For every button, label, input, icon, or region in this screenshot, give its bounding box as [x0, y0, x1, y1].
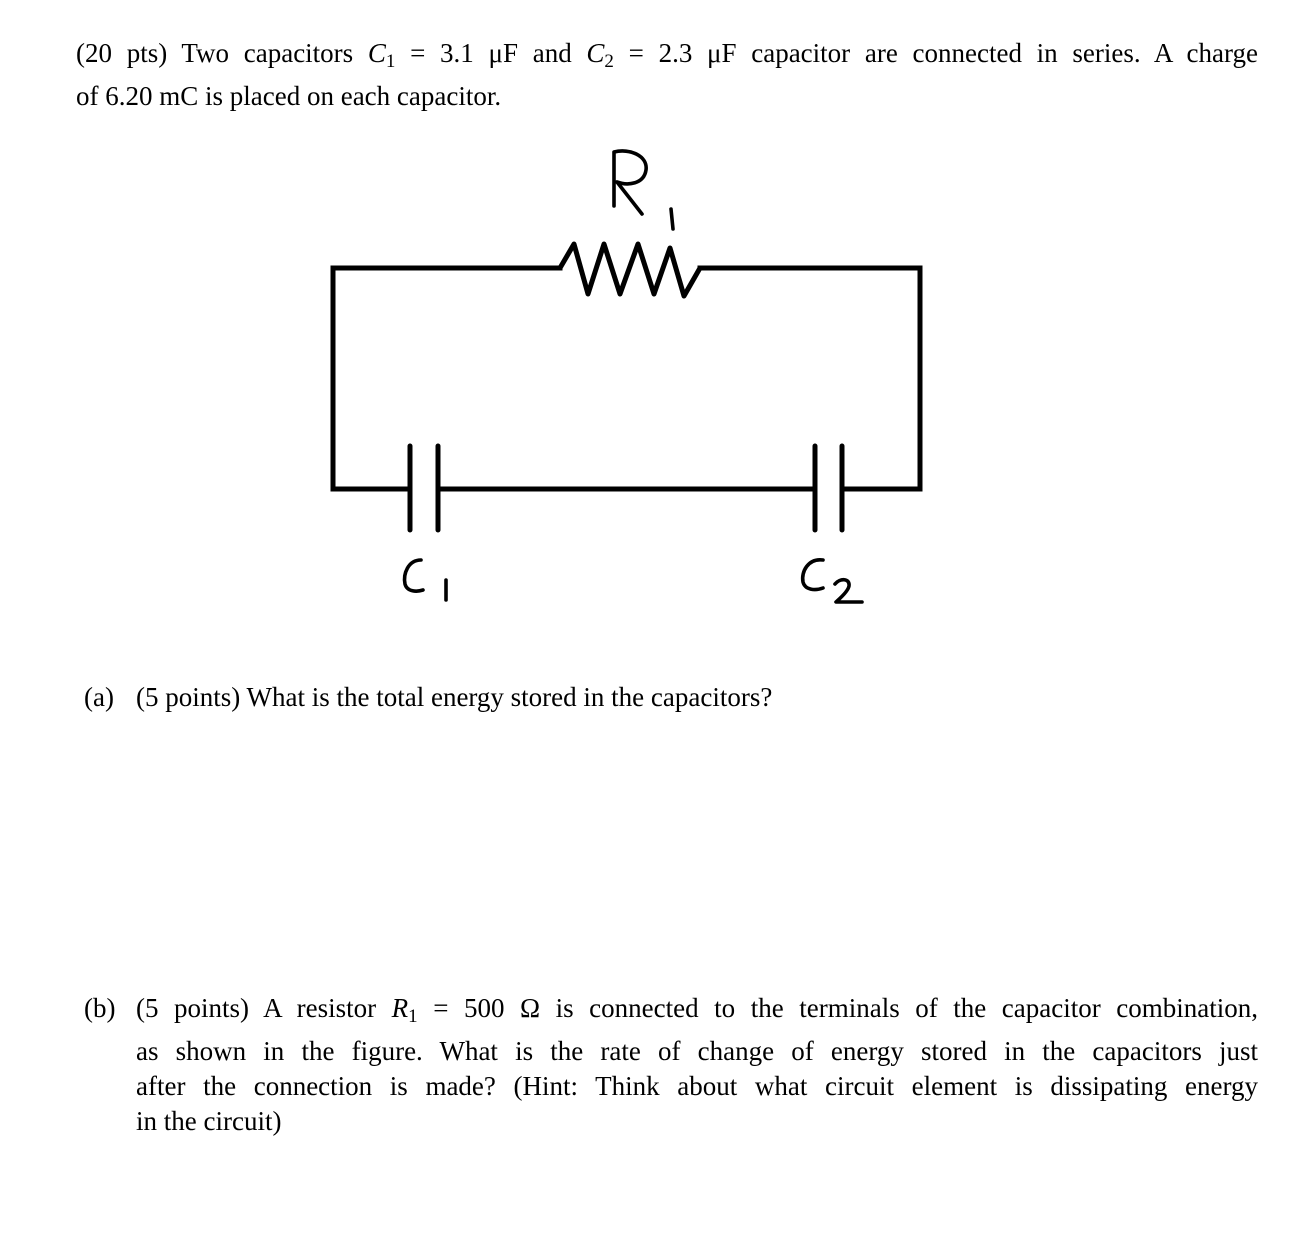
wire-top-left [333, 268, 560, 489]
c2-symbol: C [586, 38, 605, 68]
r1-value: = 500 Ω is connected to the terminals of the capacitor combination, [417, 993, 1259, 1023]
part-b-text: (5 points) A resistor [136, 993, 392, 1023]
c1-value: = 3.1 μF and [395, 38, 587, 68]
label-c1 [405, 560, 446, 600]
label-c2 [803, 560, 862, 602]
part-a-text: (5 points) What is the total energy stored in the capacitors? [136, 682, 773, 712]
c1-symbol: C [367, 38, 386, 68]
part-b-line-3: after the connection is made? (Hint: Think about what circuit element is dissipating energy [136, 1071, 1258, 1101]
resistor-zigzag [560, 244, 700, 296]
wire-top-right [700, 268, 920, 489]
problem-text: (20 pts) Two capacitors [76, 38, 368, 68]
c1-subscript: 1 [385, 51, 396, 72]
part-b-body [136, 991, 1258, 1139]
r1-subscript: 1 [408, 1006, 418, 1027]
label-r1 [614, 151, 673, 229]
part-b-line-2: as shown in the figure. What is the rate of change of energy stored in the capacitors just [136, 1036, 1258, 1066]
c2-subscript: 2 [604, 51, 614, 72]
part-b-marker: (b) [84, 993, 116, 1023]
part-b-line-1 [136, 991, 1258, 1034]
part-b-line-4: in the circuit) [136, 1106, 282, 1136]
part-a-marker: (a) [84, 682, 114, 712]
c2-value: = 2.3 μF capacitor are connected in series. A charge [613, 38, 1259, 68]
question-part-a [84, 680, 1258, 715]
problem-line-2: of 6.20 mC is placed on each capacitor. [76, 81, 502, 111]
r1-symbol: R [391, 993, 409, 1023]
